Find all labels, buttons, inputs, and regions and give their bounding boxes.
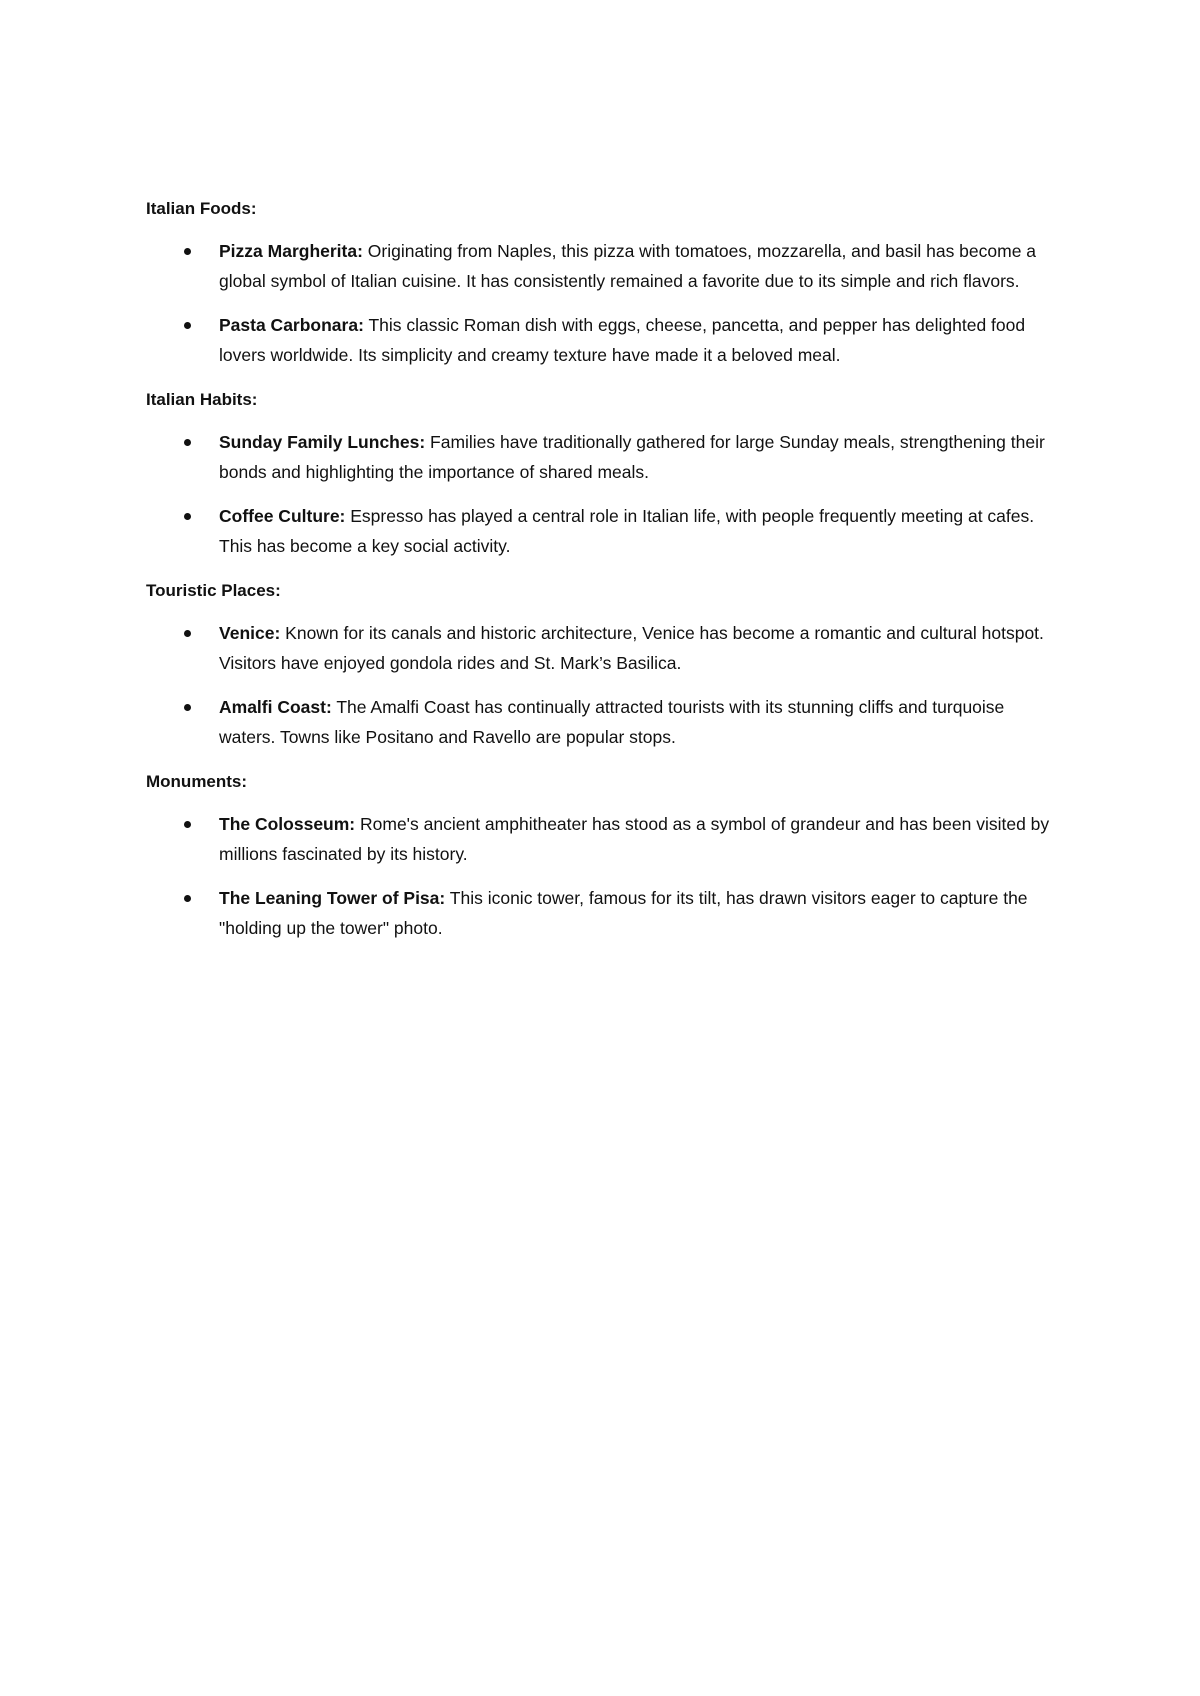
bullet-icon: [184, 630, 191, 637]
section-italian-foods: [146, 194, 1061, 370]
item-text: This classic Roman dish with eggs, cheese, pancetta, and pepper has delighted food lovers worldwide. Its simplicity and creamy texture have made it a beloved meal.: [219, 315, 1026, 365]
list-item: [146, 237, 1061, 296]
item-term: Venice:: [219, 623, 281, 643]
bullet-icon: [184, 704, 191, 711]
bullet-icon: [184, 513, 191, 520]
section-italian-habits: [146, 385, 1061, 561]
list-item: [146, 619, 1061, 678]
section-heading: Italian Foods:: [146, 199, 257, 218]
item-term: The Colosseum:: [219, 814, 356, 834]
section-heading: Monuments:: [146, 772, 248, 791]
bullet-icon: [184, 439, 191, 446]
item-term: Amalfi Coast:: [219, 697, 332, 717]
item-term: Pizza Margherita:: [219, 241, 363, 261]
bullet-icon: [184, 821, 191, 828]
item-text: This iconic tower, famous for its tilt, has drawn visitors eager to capture the "holding up the tower" photo.: [219, 888, 1028, 938]
item-text: Espresso has played a central role in Italian life, with people frequently meeting at cafes. This has become a key social activity.: [219, 506, 1035, 556]
bullet-icon: [184, 248, 191, 255]
item-term: Pasta Carbonara:: [219, 315, 364, 335]
item-term: Coffee Culture:: [219, 506, 346, 526]
bullet-list: [146, 810, 1061, 943]
section-heading: Touristic Places:: [146, 581, 281, 600]
section-heading: Italian Habits:: [146, 390, 258, 409]
item-text: Rome's ancient amphitheater has stood as a symbol of grandeur and has been visited by millions fascinated by its history.: [219, 814, 1050, 864]
document-body: [146, 194, 1061, 958]
list-item: [146, 693, 1061, 752]
bullet-list: [146, 619, 1061, 752]
bullet-list: [146, 428, 1061, 561]
item-text: The Amalfi Coast has continually attracted tourists with its stunning cliffs and turquoise waters. Towns like Positano and Ravello are popular stops.: [219, 697, 1005, 747]
item-text: Families have traditionally gathered for large Sunday meals, strengthening their bonds and highlighting the importance of shared meals.: [219, 432, 1045, 482]
bullet-list: [146, 237, 1061, 370]
list-item: [146, 884, 1061, 943]
section-touristic-places: [146, 576, 1061, 752]
list-item: [146, 810, 1061, 869]
item-text: Originating from Naples, this pizza with tomatoes, mozzarella, and basil has become a global symbol of Italian cuisine. It has consistently remained a favorite due to its simple and rich flavors.: [219, 241, 1037, 291]
item-term: Sunday Family Lunches:: [219, 432, 426, 452]
list-item: [146, 502, 1061, 561]
list-item: [146, 311, 1061, 370]
list-item: [146, 428, 1061, 487]
section-monuments: [146, 767, 1061, 943]
bullet-icon: [184, 322, 191, 329]
item-term: The Leaning Tower of Pisa:: [219, 888, 446, 908]
bullet-icon: [184, 895, 191, 902]
item-text: Known for its canals and historic architecture, Venice has become a romantic and cultural hotspot. Visitors have enjoyed gondola rides and St. Mark’s Basilica.: [219, 623, 1044, 673]
